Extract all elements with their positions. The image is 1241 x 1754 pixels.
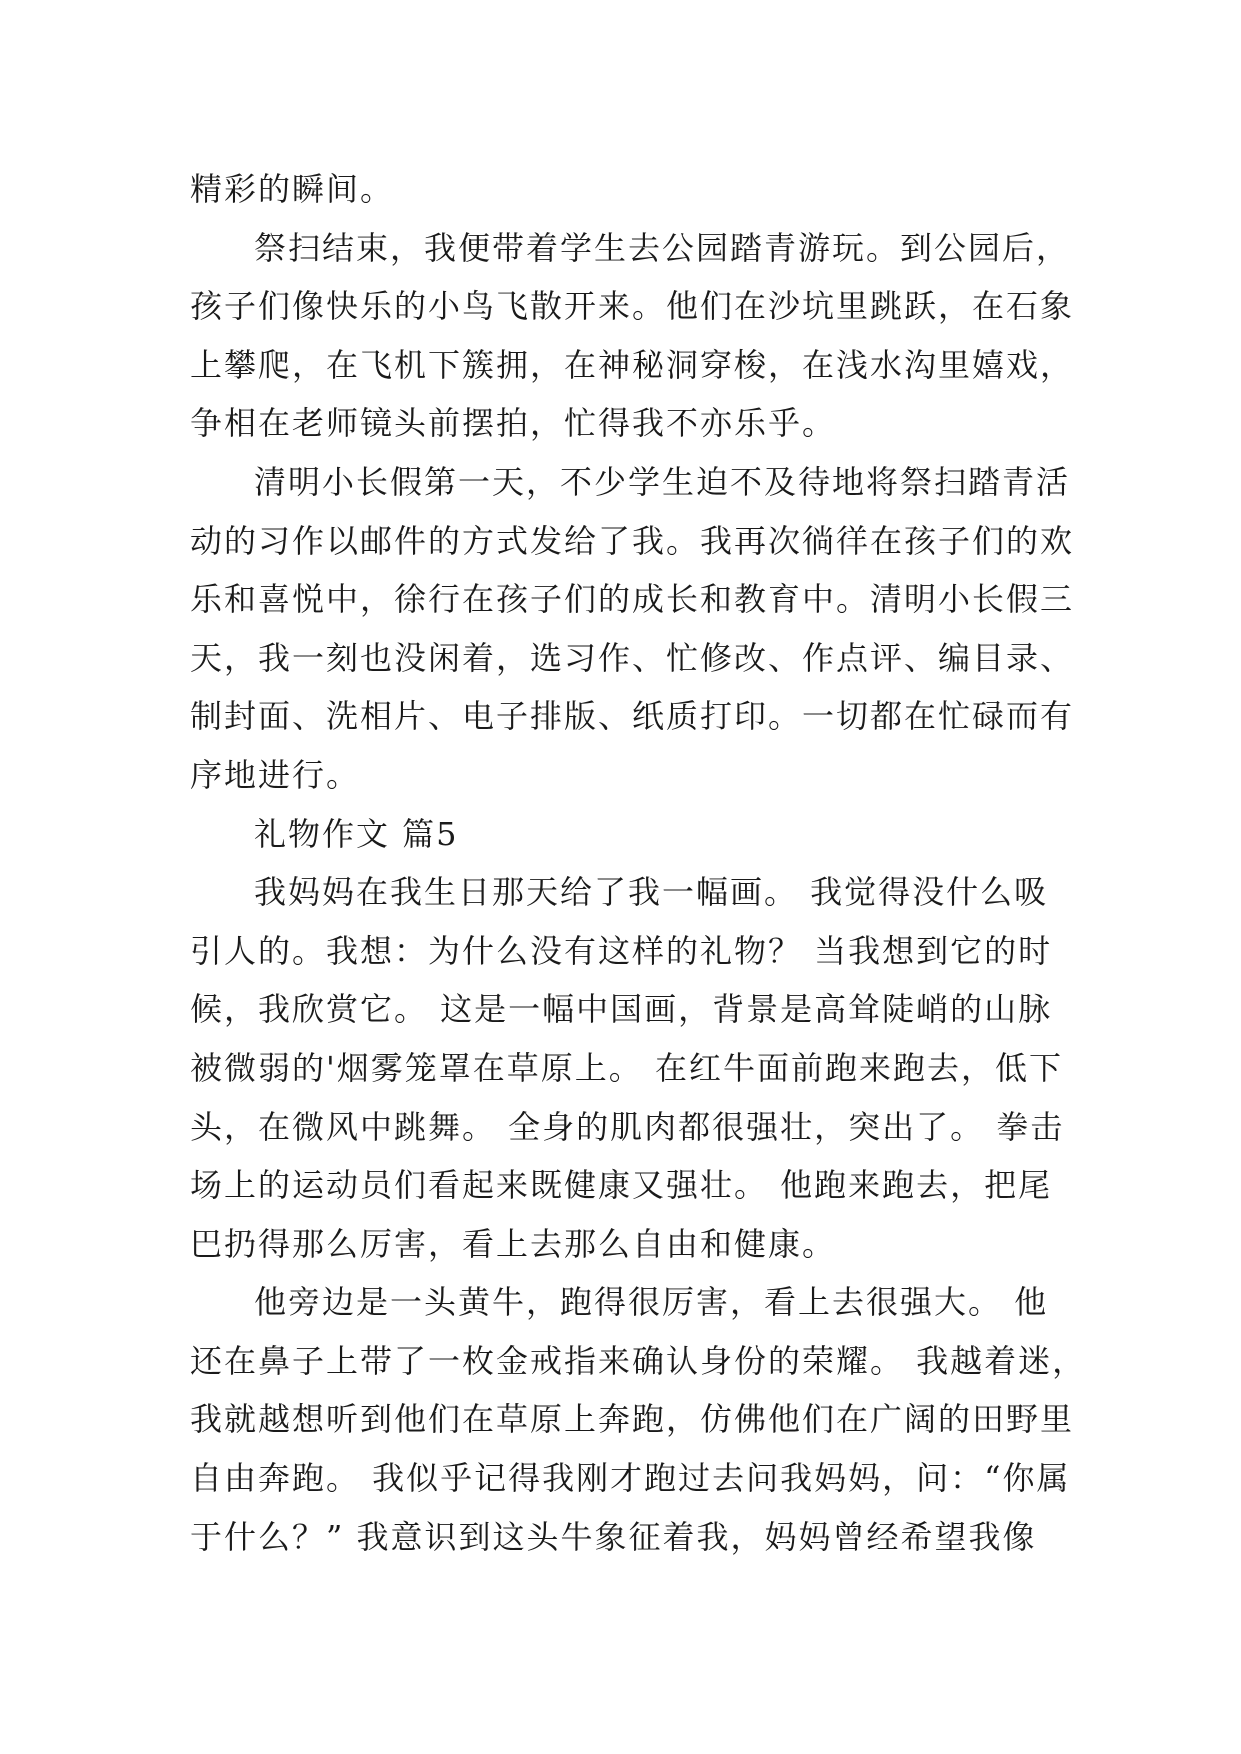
text-line: 上攀爬，在飞机下簇拥，在神秘洞穿梭，在浅水沟里嬉戏， xyxy=(190,345,1075,384)
text-line: 序地进行。 xyxy=(190,755,361,794)
text-line: 于什么？” 我意识到这头牛象征着我，妈妈曾经希望我像 xyxy=(190,1517,1037,1556)
text-line: 还在鼻子上带了一枚金戒指来确认身份的荣耀。 我越着迷， xyxy=(190,1341,1087,1380)
paragraph-start-line: 他旁边是一头黄牛，跑得很厉害，看上去很强大。 他 xyxy=(254,1283,1049,1322)
text-line: 场上的运动员们看起来既健康又强壮。 他跑来跑去，把尾 xyxy=(190,1166,1053,1205)
text-line: 我就越想听到他们在草原上奔跑，仿佛他们在广阔的田野里 xyxy=(190,1400,1075,1439)
paragraph-start-line: 我妈妈在我生日那天给了我一幅画。 我觉得没什么吸 xyxy=(254,873,1049,912)
section-heading: 礼物作文 篇5 xyxy=(254,814,459,853)
text-line: 争相在老师镜头前摆拍，忙得我不亦乐乎。 xyxy=(190,404,837,443)
text-line: 被微弱的'烟雾笼罩在草原上。 在红牛面前跑来跑去，低下 xyxy=(190,1048,1063,1087)
text-line: 候，我欣赏它。 这是一幅中国画，背景是高耸陡峭的山脉 xyxy=(190,990,1053,1029)
text-line: 头，在微风中跳舞。 全身的肌肉都很强壮，突出了。 拳击 xyxy=(190,1107,1065,1146)
paragraph-start-line: 清明小长假第一天，不少学生迫不及待地将祭扫踏青活 xyxy=(254,462,1071,501)
text-line: 巴扔得那么厉害，看上去那么自由和健康。 xyxy=(190,1224,837,1263)
document-body xyxy=(190,160,1087,1566)
text-line: 动的习作以邮件的方式发给了我。我再次徜徉在孩子们的欢 xyxy=(190,521,1075,560)
text-line: 精彩的瞬间。 xyxy=(190,170,395,208)
text-line: 孩子们像快乐的小鸟飞散开来。他们在沙坑里跳跃，在石象 xyxy=(190,287,1075,326)
text-line: 乐和喜悦中，徐行在孩子们的成长和教育中。清明小长假三 xyxy=(190,580,1075,619)
text-line: 天，我一刻也没闲着，选习作、忙修改、作点评、编目录、 xyxy=(190,638,1075,677)
text-line: 自由奔跑。 我似乎记得我刚才跑过去问我妈妈，问：“你属 xyxy=(190,1459,1071,1498)
text-line: 制封面、洗相片、电子排版、纸质打印。一切都在忙碌而有 xyxy=(190,697,1075,736)
paragraph-start-line: 祭扫结束，我便带着学生去公园踏青游玩。到公园后， xyxy=(254,228,1071,267)
text-line: 引人的。我想：为什么没有这样的礼物？ 当我想到它的时 xyxy=(190,931,1053,970)
